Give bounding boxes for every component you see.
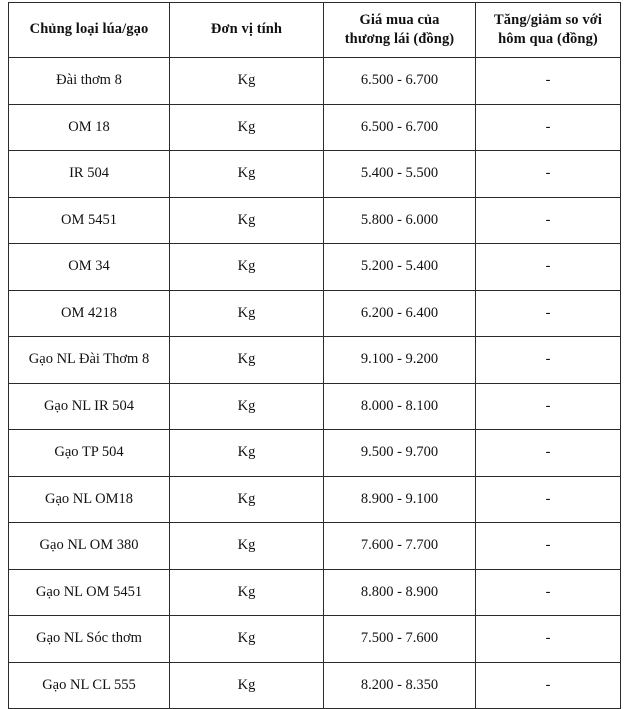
cell-change: - — [476, 430, 621, 477]
table-row — [9, 58, 621, 105]
table-body — [9, 58, 621, 709]
cell-change: - — [476, 616, 621, 663]
cell-price: 8.000 - 8.100 — [324, 383, 476, 430]
cell-price: 8.200 - 8.350 — [324, 662, 476, 709]
cell-change: - — [476, 244, 621, 291]
cell-change: - — [476, 523, 621, 570]
cell-change: - — [476, 104, 621, 151]
cell-price: 6.500 - 6.700 — [324, 58, 476, 105]
cell-unit: Kg — [170, 290, 324, 337]
cell-change: - — [476, 383, 621, 430]
cell-unit: Kg — [170, 523, 324, 570]
cell-price: 7.500 - 7.600 — [324, 616, 476, 663]
column-header-variety-line-1: Chủng loại lúa/gạo — [29, 21, 149, 38]
cell-price: 5.800 - 6.000 — [324, 197, 476, 244]
cell-variety: OM 18 — [9, 104, 170, 151]
table-header-row — [9, 3, 621, 58]
cell-variety: Gạo NL OM 5451 — [9, 569, 170, 616]
cell-variety: OM 34 — [9, 244, 170, 291]
table-row — [9, 662, 621, 709]
cell-variety: Gạo NL Đài Thơm 8 — [9, 337, 170, 384]
column-header-variety — [9, 3, 170, 58]
cell-change: - — [476, 197, 621, 244]
column-header-change-line-2: hôm qua (đồng) — [498, 31, 598, 47]
table-row — [9, 337, 621, 384]
table-row — [9, 383, 621, 430]
cell-variety: OM 4218 — [9, 290, 170, 337]
cell-variety: Gạo NL Sóc thơm — [9, 616, 170, 663]
cell-price: 6.200 - 6.400 — [324, 290, 476, 337]
cell-variety: IR 504 — [9, 151, 170, 198]
cell-unit: Kg — [170, 569, 324, 616]
cell-price: 9.500 - 9.700 — [324, 430, 476, 477]
cell-change: - — [476, 290, 621, 337]
cell-variety: Gạo NL OM18 — [9, 476, 170, 523]
cell-unit: Kg — [170, 337, 324, 384]
table-row — [9, 244, 621, 291]
cell-unit: Kg — [170, 197, 324, 244]
cell-variety: OM 5451 — [9, 197, 170, 244]
table-row — [9, 104, 621, 151]
cell-unit: Kg — [170, 104, 324, 151]
cell-price: 8.900 - 9.100 — [324, 476, 476, 523]
cell-variety: Gạo TP 504 — [9, 430, 170, 477]
cell-unit: Kg — [170, 430, 324, 477]
cell-price: 9.100 - 9.200 — [324, 337, 476, 384]
cell-change: - — [476, 569, 621, 616]
column-header-price-line-1: Giá mua của — [359, 11, 440, 28]
cell-variety: Gạo NL IR 504 — [9, 383, 170, 430]
table-row — [9, 476, 621, 523]
cell-unit: Kg — [170, 616, 324, 663]
cell-unit: Kg — [170, 244, 324, 291]
table-header — [9, 3, 621, 58]
table-row — [9, 430, 621, 477]
cell-variety: Gạo NL OM 380 — [9, 523, 170, 570]
column-header-change-line-1: Tăng/giảm so với — [494, 11, 602, 28]
cell-price: 8.800 - 8.900 — [324, 569, 476, 616]
column-header-price — [324, 3, 476, 58]
column-header-unit-line-1: Đơn vị tính — [210, 21, 283, 38]
cell-variety: Gạo NL CL 555 — [9, 662, 170, 709]
cell-price: 5.200 - 5.400 — [324, 244, 476, 291]
column-header-price-line-2: thương lái (đồng) — [344, 31, 455, 47]
cell-unit: Kg — [170, 151, 324, 198]
cell-price: 5.400 - 5.500 — [324, 151, 476, 198]
column-header-unit — [170, 3, 324, 58]
table-row — [9, 569, 621, 616]
table-row — [9, 151, 621, 198]
cell-change: - — [476, 151, 621, 198]
table-row — [9, 616, 621, 663]
table-row — [9, 197, 621, 244]
cell-unit: Kg — [170, 476, 324, 523]
column-header-change — [476, 3, 621, 58]
cell-unit: Kg — [170, 383, 324, 430]
rice-price-table — [8, 2, 621, 709]
cell-unit: Kg — [170, 58, 324, 105]
cell-price: 7.600 - 7.700 — [324, 523, 476, 570]
table-row — [9, 290, 621, 337]
cell-change: - — [476, 58, 621, 105]
cell-change: - — [476, 476, 621, 523]
cell-change: - — [476, 337, 621, 384]
price-table-document — [0, 2, 644, 702]
cell-price: 6.500 - 6.700 — [324, 104, 476, 151]
table-row — [9, 523, 621, 570]
cell-variety: Đài thơm 8 — [9, 58, 170, 105]
cell-unit: Kg — [170, 662, 324, 709]
cell-change: - — [476, 662, 621, 709]
